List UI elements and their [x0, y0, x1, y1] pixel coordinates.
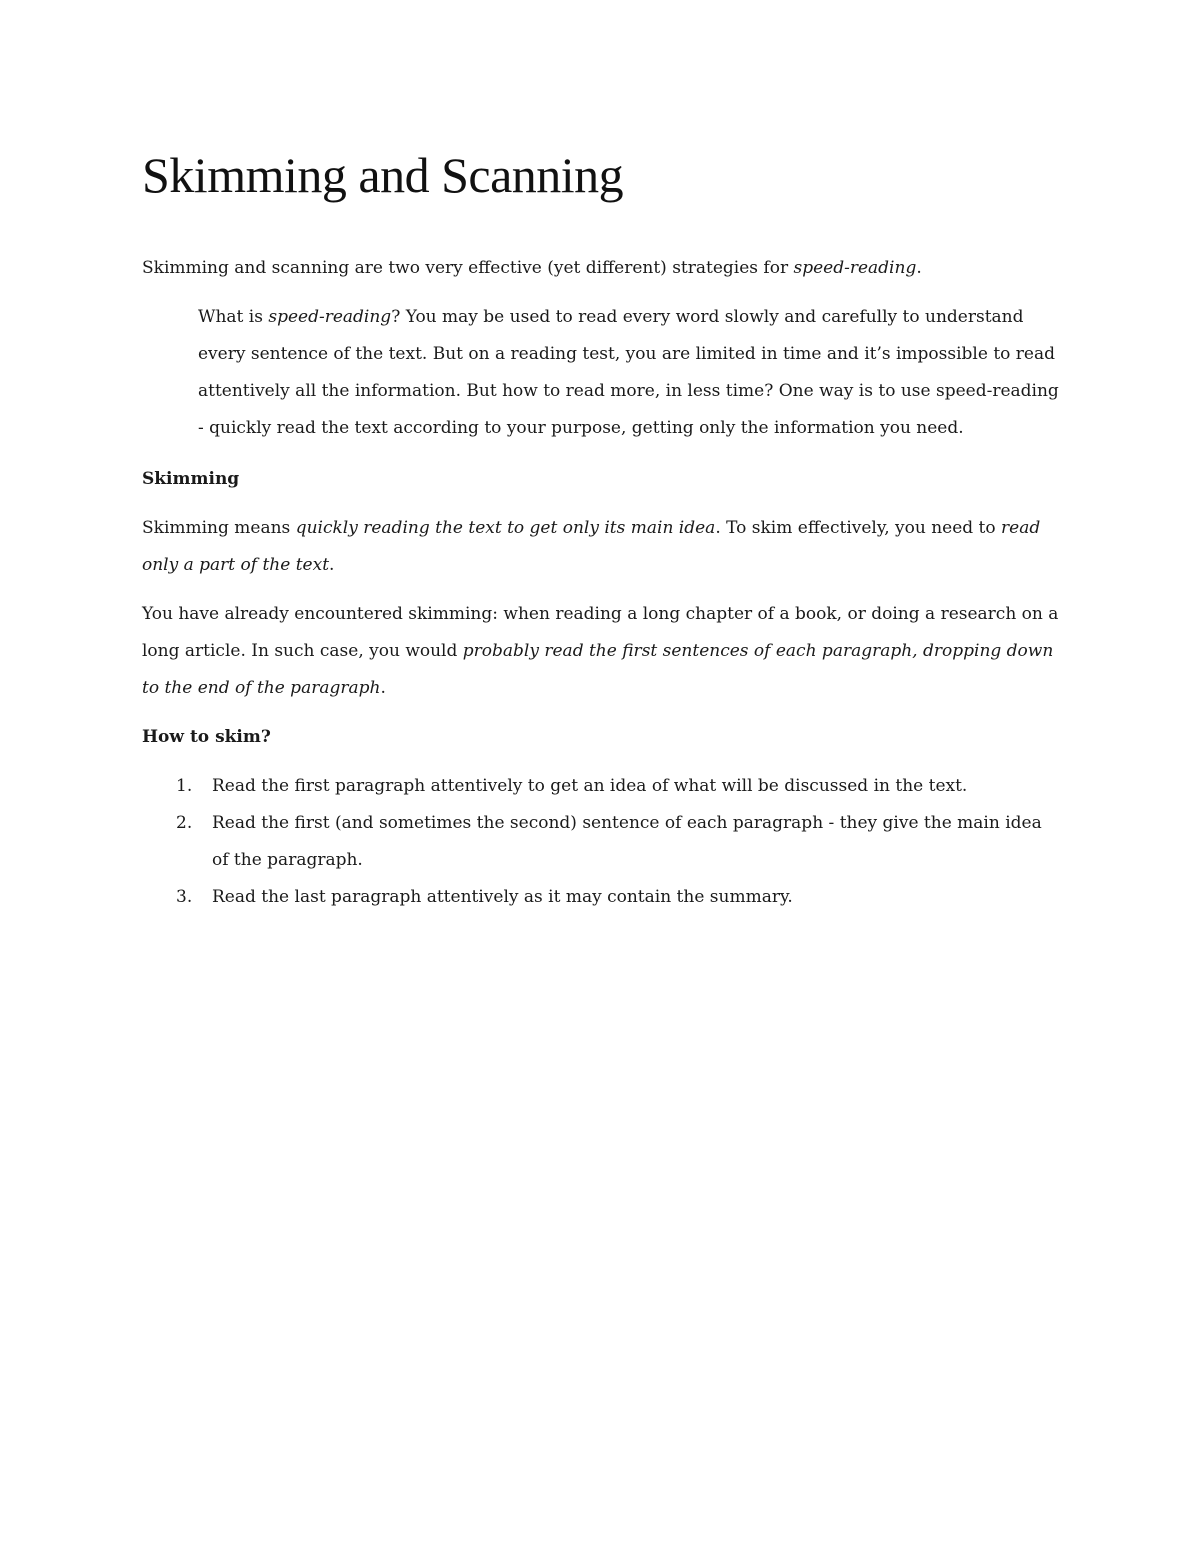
list-item-number: 1.: [176, 776, 193, 796]
what-is-text: What is: [198, 307, 269, 327]
skim-def-text: Skimming means: [142, 518, 296, 538]
list-item-text: Read the first paragraph attentively to get an idea of what will be discussed in the text.: [212, 776, 968, 796]
what-is-emphasis: speed-reading: [268, 307, 392, 327]
skim-example-emphasis: probably read the first sentences of each paragraph, dropping down to the end of the paragraph: [142, 641, 1054, 698]
document-body: [142, 140, 1062, 916]
intro-text: Skimming and scanning are two very effective (yet different) strategies for: [142, 258, 794, 278]
intro-paragraph: [142, 250, 1062, 287]
skimming-definition-paragraph: [142, 510, 1062, 584]
skim-example-text-end: .: [380, 678, 386, 698]
list-item-number: 2.: [176, 813, 193, 833]
list-item: [142, 768, 1062, 805]
speed-reading-paragraph: [142, 299, 1062, 447]
skim-def-text-middle: . To skim effectively, you need to: [715, 518, 1002, 538]
how-to-skim-heading: How to skim?: [142, 727, 271, 747]
skim-steps-list: [142, 768, 1062, 916]
skimming-heading: Skimming: [142, 469, 240, 489]
intro-text-end: .: [916, 258, 922, 278]
page-title: Skimming and Scanning: [142, 147, 624, 203]
what-is-text-rest: ? You may be used to read every word slowly and carefully to understand every sentence of the text. But on a reading test, you are limited in time and it’s impossible to read attentively all the information. But how to read more, in less time? One way is to use speed-reading - quickly read the text according to your purpose, getting only the information you need.: [198, 307, 1059, 438]
skim-def-emphasis-2: read only a part of the text: [142, 518, 1041, 575]
list-item-text: Read the first (and sometimes the second) sentence of each paragraph - they give the main idea of the paragraph.: [212, 813, 1042, 870]
list-item: [142, 879, 1062, 916]
intro-emphasis: speed-reading: [793, 258, 917, 278]
list-item: [142, 805, 1062, 879]
skim-def-emphasis-1: quickly reading the text to get only its main idea: [295, 518, 716, 538]
skimming-example-paragraph: [142, 596, 1062, 707]
skim-def-text-end: .: [329, 555, 335, 575]
skim-example-text: You have already encountered skimming: when reading a long chapter of a book, or doing a research on a long article. In such case, you would: [142, 604, 1059, 661]
list-item-number: 3.: [176, 887, 193, 907]
list-item-text: Read the last paragraph attentively as it may contain the summary.: [212, 887, 793, 907]
